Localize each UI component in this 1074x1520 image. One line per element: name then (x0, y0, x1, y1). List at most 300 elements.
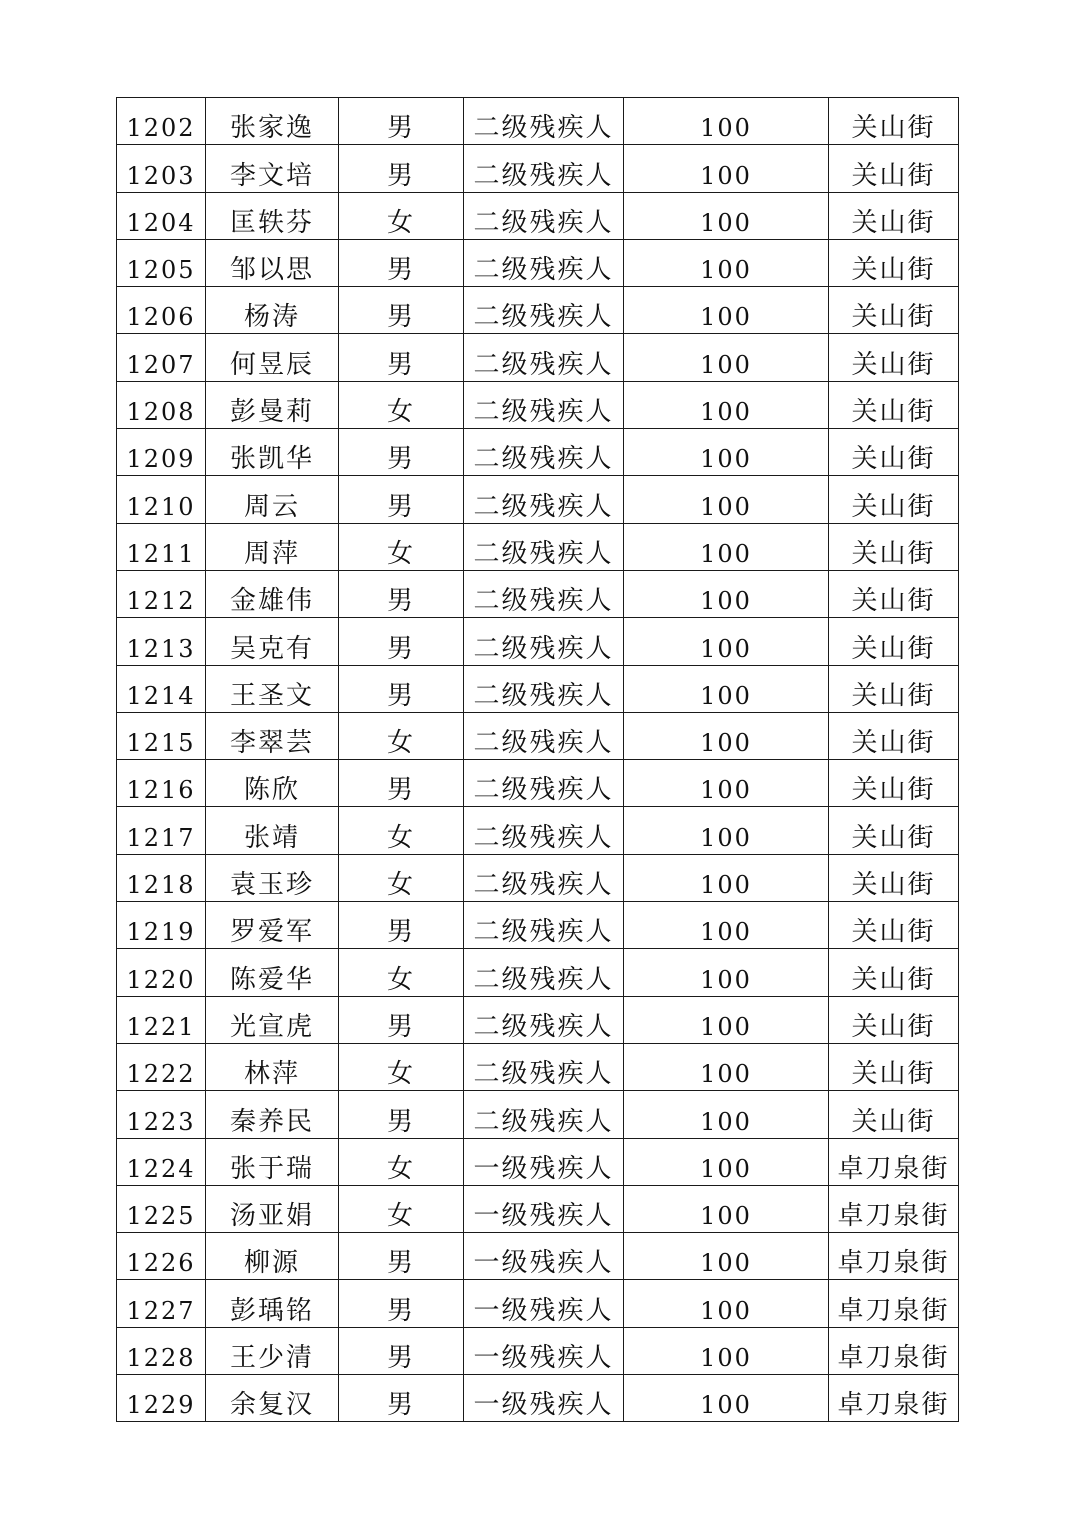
gender-cell (339, 1327, 464, 1374)
gender: 女 (386, 1201, 415, 1232)
gender: 女 (386, 964, 415, 995)
street: 关山街 (851, 1059, 936, 1090)
person-name: 何昱辰 (229, 349, 314, 380)
subsidy-amount: 100 (700, 303, 752, 332)
record-number-cell (117, 902, 206, 949)
record-number-cell (117, 712, 206, 759)
subsidy-amount-cell (624, 192, 829, 239)
subsidy-amount: 100 (700, 634, 752, 663)
person-name-cell (206, 98, 339, 145)
subsidy-amount: 100 (700, 918, 752, 947)
person-name: 杨涛 (243, 302, 300, 333)
subsidy-amount-cell (624, 523, 829, 570)
disability-level-cell (464, 98, 624, 145)
person-name: 周萍 (243, 538, 300, 569)
disability-level: 二级残疾人 (473, 113, 614, 144)
gender: 男 (386, 1011, 415, 1042)
table-row (117, 145, 959, 192)
person-name: 张家逸 (229, 113, 314, 144)
record-number-cell (117, 570, 206, 617)
person-name: 张靖 (243, 822, 300, 853)
person-name-cell (206, 1091, 339, 1138)
table-row (117, 334, 959, 381)
person-name: 汤亚娟 (229, 1201, 314, 1232)
gender: 女 (386, 822, 415, 853)
street: 关山街 (851, 207, 936, 238)
disability-level-cell (464, 192, 624, 239)
subsidy-amount: 100 (700, 256, 752, 285)
record-number-cell (117, 192, 206, 239)
table-row (117, 429, 959, 476)
street-cell (829, 1043, 959, 1090)
person-name: 张凯华 (229, 444, 314, 475)
subsidy-amount-cell (624, 239, 829, 286)
gender: 男 (386, 349, 415, 380)
gender: 男 (386, 1248, 415, 1279)
record-number-cell (117, 854, 206, 901)
disability-level-cell (464, 476, 624, 523)
street: 关山街 (851, 964, 936, 995)
record-number: 1203 (126, 161, 196, 190)
gender-cell (339, 145, 464, 192)
person-name-cell (206, 996, 339, 1043)
table-row (117, 807, 959, 854)
street-cell (829, 239, 959, 286)
record-number-cell (117, 1091, 206, 1138)
disability-level-cell (464, 1185, 624, 1232)
disability-level-cell (464, 1375, 624, 1422)
street: 关山街 (851, 444, 936, 475)
gender: 女 (386, 1059, 415, 1090)
subsidy-amount-cell (624, 807, 829, 854)
disability-level-cell (464, 902, 624, 949)
gender-cell (339, 1233, 464, 1280)
subsidy-amount: 100 (700, 398, 752, 427)
subsidy-amount: 100 (700, 1154, 752, 1183)
street: 关山街 (851, 349, 936, 380)
gender-cell (339, 854, 464, 901)
record-number: 1223 (126, 1107, 196, 1136)
person-name-cell (206, 1185, 339, 1232)
street-cell (829, 665, 959, 712)
record-number: 1202 (126, 114, 196, 143)
table-row (117, 949, 959, 996)
gender: 男 (386, 917, 415, 948)
gender: 男 (386, 633, 415, 664)
gender: 男 (386, 680, 415, 711)
street: 卓刀泉街 (837, 1295, 950, 1326)
disability-level-cell (464, 1138, 624, 1185)
gender-cell (339, 902, 464, 949)
subsidy-amount: 100 (700, 1060, 752, 1089)
street: 关山街 (851, 822, 936, 853)
table-row (117, 1327, 959, 1374)
disability-level: 二级残疾人 (473, 255, 614, 286)
gender-cell (339, 98, 464, 145)
person-name-cell (206, 1138, 339, 1185)
disability-level-cell (464, 1280, 624, 1327)
street: 关山街 (851, 491, 936, 522)
record-number: 1220 (126, 965, 196, 994)
disability-level: 二级残疾人 (473, 775, 614, 806)
street-cell (829, 381, 959, 428)
gender: 男 (386, 160, 415, 191)
person-name: 柳源 (243, 1248, 300, 1279)
subsidy-amount: 100 (700, 1202, 752, 1231)
street: 关山街 (851, 775, 936, 806)
disability-level: 二级残疾人 (473, 160, 614, 191)
gender-cell (339, 1043, 464, 1090)
roster-table (116, 97, 959, 1422)
record-number: 1208 (126, 398, 196, 427)
gender-cell (339, 1185, 464, 1232)
table-row (117, 854, 959, 901)
record-number: 1228 (126, 1344, 196, 1373)
person-name: 陈爱华 (229, 964, 314, 995)
disability-level-cell (464, 239, 624, 286)
street: 卓刀泉街 (837, 1201, 950, 1232)
gender-cell (339, 1091, 464, 1138)
person-name: 王圣文 (229, 680, 314, 711)
table-row (117, 665, 959, 712)
disability-level: 二级残疾人 (473, 1011, 614, 1042)
table-row (117, 996, 959, 1043)
subsidy-amount-cell (624, 1327, 829, 1374)
subsidy-amount: 100 (700, 161, 752, 190)
subsidy-amount: 100 (700, 587, 752, 616)
record-number: 1209 (126, 445, 196, 474)
subsidy-amount-cell (624, 476, 829, 523)
person-name-cell (206, 618, 339, 665)
gender: 女 (386, 728, 415, 759)
disability-level-cell (464, 429, 624, 476)
table-row (117, 192, 959, 239)
subsidy-amount: 100 (700, 1249, 752, 1278)
person-name: 罗爱军 (229, 917, 314, 948)
street: 关山街 (851, 728, 936, 759)
person-name: 彭曼莉 (229, 397, 314, 428)
subsidy-amount: 100 (700, 965, 752, 994)
table-row (117, 239, 959, 286)
disability-level-cell (464, 807, 624, 854)
disability-level: 二级残疾人 (473, 728, 614, 759)
table-row (117, 523, 959, 570)
subsidy-amount-cell (624, 618, 829, 665)
disability-level-cell (464, 949, 624, 996)
disability-level-cell (464, 570, 624, 617)
record-number: 1222 (126, 1060, 196, 1089)
disability-level-cell (464, 523, 624, 570)
person-name: 王少清 (229, 1343, 314, 1374)
subsidy-amount: 100 (700, 729, 752, 758)
street-cell (829, 570, 959, 617)
person-name-cell (206, 381, 339, 428)
disability-level: 一级残疾人 (473, 1153, 614, 1184)
person-name: 袁玉珍 (229, 870, 314, 901)
street: 关山街 (851, 538, 936, 569)
gender: 男 (386, 775, 415, 806)
disability-level-cell (464, 712, 624, 759)
record-number-cell (117, 523, 206, 570)
gender-cell (339, 287, 464, 334)
record-number-cell (117, 334, 206, 381)
street: 关山街 (851, 1106, 936, 1137)
person-name: 邹以思 (229, 255, 314, 286)
person-name-cell (206, 1233, 339, 1280)
gender: 男 (386, 255, 415, 286)
disability-level-cell (464, 618, 624, 665)
subsidy-amount: 100 (700, 1012, 752, 1041)
gender: 男 (386, 302, 415, 333)
subsidy-amount-cell (624, 949, 829, 996)
subsidy-amount: 100 (700, 1296, 752, 1325)
record-number-cell (117, 1138, 206, 1185)
disability-level: 二级残疾人 (473, 586, 614, 617)
record-number-cell (117, 760, 206, 807)
disability-level-cell (464, 854, 624, 901)
record-number-cell (117, 949, 206, 996)
record-number: 1217 (126, 823, 196, 852)
record-number-cell (117, 98, 206, 145)
gender-cell (339, 618, 464, 665)
subsidy-amount: 100 (700, 539, 752, 568)
person-name: 金雄伟 (229, 586, 314, 617)
street-cell (829, 854, 959, 901)
record-number: 1227 (126, 1296, 196, 1325)
table-row (117, 287, 959, 334)
gender: 男 (386, 586, 415, 617)
street: 关山街 (851, 680, 936, 711)
street-cell (829, 618, 959, 665)
disability-level: 一级残疾人 (473, 1295, 614, 1326)
street: 关山街 (851, 586, 936, 617)
table-row (117, 1375, 959, 1422)
record-number-cell (117, 618, 206, 665)
gender-cell (339, 381, 464, 428)
record-number-cell (117, 665, 206, 712)
disability-level: 二级残疾人 (473, 917, 614, 948)
subsidy-amount: 100 (700, 492, 752, 521)
gender: 女 (386, 1153, 415, 1184)
table-row (117, 1138, 959, 1185)
record-number-cell (117, 1043, 206, 1090)
subsidy-amount-cell (624, 334, 829, 381)
disability-level: 二级残疾人 (473, 349, 614, 380)
record-number-cell (117, 996, 206, 1043)
street-cell (829, 1091, 959, 1138)
gender: 男 (386, 444, 415, 475)
record-number: 1218 (126, 871, 196, 900)
subsidy-amount-cell (624, 1091, 829, 1138)
table-row (117, 381, 959, 428)
street: 卓刀泉街 (837, 1153, 950, 1184)
disability-level: 二级残疾人 (473, 397, 614, 428)
gender: 男 (386, 491, 415, 522)
subsidy-amount: 100 (700, 776, 752, 805)
disability-level-cell (464, 665, 624, 712)
record-number: 1204 (126, 208, 196, 237)
record-number-cell (117, 476, 206, 523)
table-row (117, 618, 959, 665)
gender: 女 (386, 397, 415, 428)
person-name-cell (206, 902, 339, 949)
person-name-cell (206, 334, 339, 381)
disability-level: 二级残疾人 (473, 302, 614, 333)
subsidy-amount-cell (624, 145, 829, 192)
street-cell (829, 1280, 959, 1327)
disability-level: 一级残疾人 (473, 1390, 614, 1421)
disability-level-cell (464, 760, 624, 807)
record-number-cell (117, 287, 206, 334)
street: 关山街 (851, 633, 936, 664)
street-cell (829, 902, 959, 949)
person-name-cell (206, 807, 339, 854)
street-cell (829, 949, 959, 996)
subsidy-amount: 100 (700, 1391, 752, 1420)
street: 关山街 (851, 255, 936, 286)
person-name-cell (206, 949, 339, 996)
street-cell (829, 476, 959, 523)
record-number: 1214 (126, 681, 196, 710)
street: 卓刀泉街 (837, 1343, 950, 1374)
disability-level: 二级残疾人 (473, 822, 614, 853)
subsidy-amount-cell (624, 854, 829, 901)
street-cell (829, 996, 959, 1043)
record-number: 1207 (126, 350, 196, 379)
record-number-cell (117, 381, 206, 428)
subsidy-amount: 100 (700, 681, 752, 710)
subsidy-amount: 100 (700, 114, 752, 143)
person-name: 李文培 (229, 160, 314, 191)
record-number: 1221 (126, 1012, 196, 1041)
record-number-cell (117, 429, 206, 476)
record-number: 1211 (126, 539, 196, 568)
gender: 男 (386, 1106, 415, 1137)
person-name-cell (206, 239, 339, 286)
gender-cell (339, 476, 464, 523)
disability-level: 二级残疾人 (473, 491, 614, 522)
person-name: 余复汉 (229, 1390, 314, 1421)
disability-level: 一级残疾人 (473, 1343, 614, 1374)
person-name-cell (206, 570, 339, 617)
record-number: 1212 (126, 587, 196, 616)
person-name-cell (206, 712, 339, 759)
street-cell (829, 1375, 959, 1422)
gender-cell (339, 949, 464, 996)
roster-table-body (117, 98, 959, 1422)
subsidy-amount-cell (624, 429, 829, 476)
table-row (117, 1185, 959, 1232)
gender: 女 (386, 538, 415, 569)
record-number: 1226 (126, 1249, 196, 1278)
subsidy-amount: 100 (700, 350, 752, 379)
subsidy-amount: 100 (700, 1107, 752, 1136)
person-name-cell (206, 287, 339, 334)
street: 关山街 (851, 160, 936, 191)
record-number: 1215 (126, 729, 196, 758)
street-cell (829, 712, 959, 759)
street: 卓刀泉街 (837, 1390, 950, 1421)
gender: 女 (386, 207, 415, 238)
gender-cell (339, 996, 464, 1043)
gender-cell (339, 665, 464, 712)
subsidy-amount-cell (624, 1233, 829, 1280)
subsidy-amount-cell (624, 996, 829, 1043)
subsidy-amount: 100 (700, 871, 752, 900)
subsidy-amount-cell (624, 902, 829, 949)
subsidy-amount-cell (624, 98, 829, 145)
street-cell (829, 1138, 959, 1185)
gender-cell (339, 192, 464, 239)
person-name-cell (206, 665, 339, 712)
table-row (117, 902, 959, 949)
disability-level: 二级残疾人 (473, 1059, 614, 1090)
street-cell (829, 1185, 959, 1232)
disability-level: 一级残疾人 (473, 1201, 614, 1232)
street-cell (829, 807, 959, 854)
disability-level-cell (464, 145, 624, 192)
disability-level-cell (464, 334, 624, 381)
street: 关山街 (851, 1011, 936, 1042)
record-number-cell (117, 145, 206, 192)
record-number-cell (117, 1233, 206, 1280)
gender-cell (339, 239, 464, 286)
table-row (117, 476, 959, 523)
table-row (117, 98, 959, 145)
record-number: 1216 (126, 776, 196, 805)
street-cell (829, 1233, 959, 1280)
disability-level: 二级残疾人 (473, 207, 614, 238)
street-cell (829, 523, 959, 570)
gender-cell (339, 1375, 464, 1422)
gender-cell (339, 523, 464, 570)
person-name: 李翠芸 (229, 728, 314, 759)
gender: 男 (386, 1390, 415, 1421)
street: 关山街 (851, 397, 936, 428)
gender: 男 (386, 1343, 415, 1374)
street-cell (829, 145, 959, 192)
street-cell (829, 334, 959, 381)
person-name-cell (206, 1043, 339, 1090)
record-number-cell (117, 807, 206, 854)
street: 关山街 (851, 917, 936, 948)
gender-cell (339, 712, 464, 759)
gender-cell (339, 807, 464, 854)
subsidy-amount-cell (624, 1280, 829, 1327)
table-row (117, 1280, 959, 1327)
person-name-cell (206, 1327, 339, 1374)
table-row (117, 1043, 959, 1090)
disability-level: 二级残疾人 (473, 538, 614, 569)
disability-level-cell (464, 1233, 624, 1280)
disability-level-cell (464, 287, 624, 334)
person-name: 周云 (243, 491, 300, 522)
disability-level-cell (464, 1327, 624, 1374)
person-name-cell (206, 1375, 339, 1422)
subsidy-amount: 100 (700, 823, 752, 852)
gender-cell (339, 570, 464, 617)
gender: 男 (386, 113, 415, 144)
person-name: 光宣虎 (229, 1011, 314, 1042)
record-number: 1225 (126, 1202, 196, 1231)
record-number-cell (117, 1280, 206, 1327)
subsidy-amount-cell (624, 287, 829, 334)
gender-cell (339, 1280, 464, 1327)
street: 关山街 (851, 870, 936, 901)
street-cell (829, 760, 959, 807)
person-name-cell (206, 1280, 339, 1327)
person-name-cell (206, 192, 339, 239)
